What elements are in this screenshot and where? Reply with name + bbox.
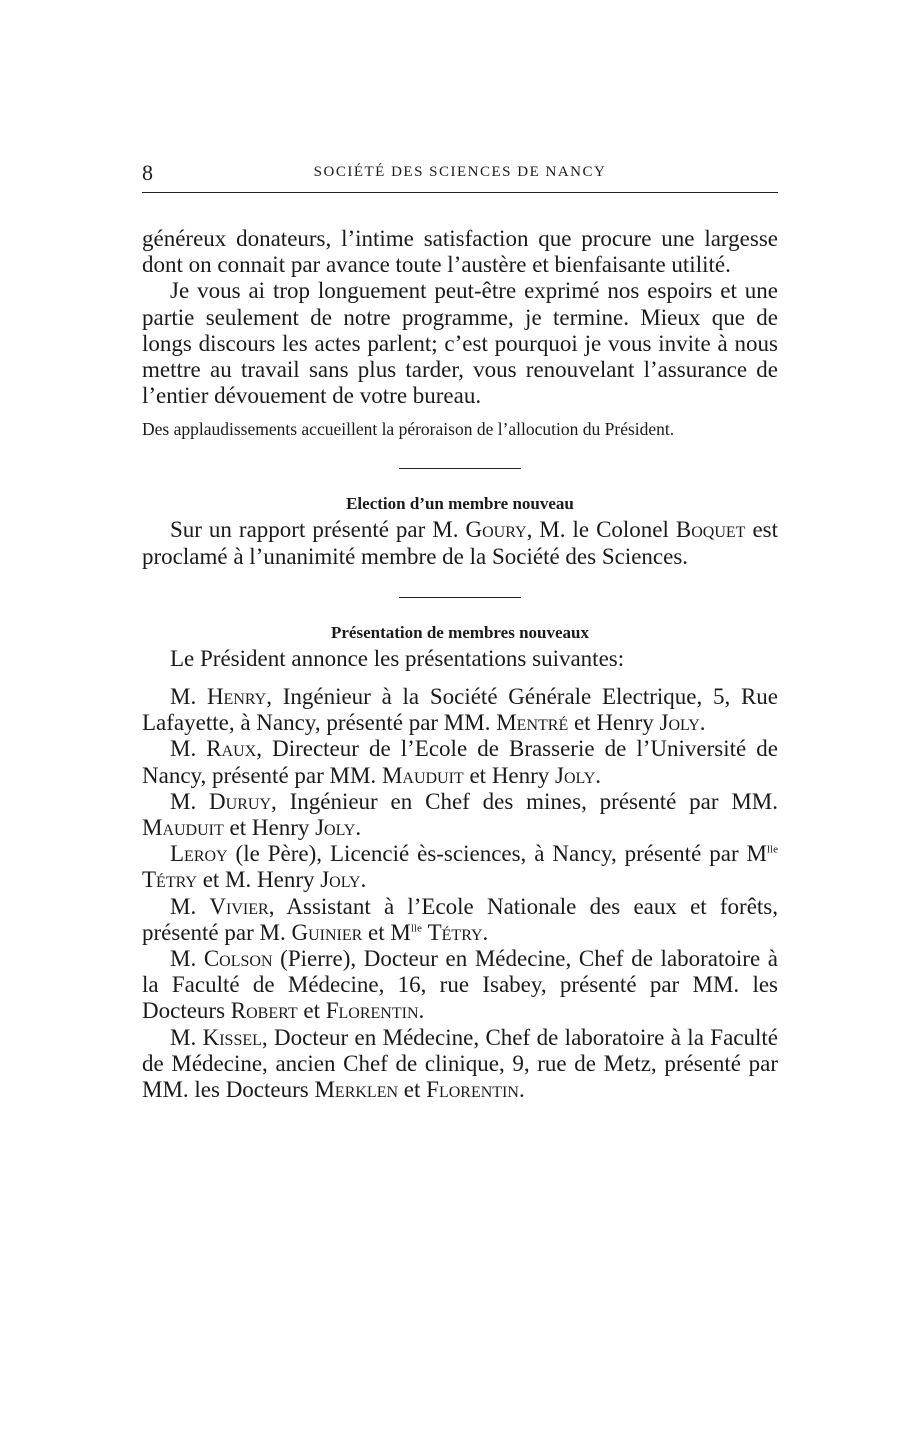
- page-header: [142, 160, 778, 190]
- section-divider: [399, 597, 521, 598]
- paragraph-continuation: généreux donateurs, l’intime satisfaction que procure une largesse dont on connait par avance toute l’austère et bienfaisante utilité.: [142, 226, 778, 278]
- member-entry-duruy: M. Duruy, Ingénieur en Chef des mines, présenté par MM. Mauduit et Henry Joly.: [142, 788, 778, 841]
- member-entry-kissel: M. Kissel, Docteur en Médecine, Chef de laboratoire à la Faculté de Médecine, ancien Chef de clinique, 9, rue de Metz, présenté par MM. les Docteurs Merklen et Florentin.: [142, 1024, 779, 1103]
- presentation-heading: Présentation de membres nouveaux: [331, 622, 589, 642]
- paragraph-closing: Je vous ai trop longuement peut-être exprimé nos espoirs et une partie seulement de notre programme, je termine. Mieux que de longs discours les actes parlent; c’est pourquoi je vous invite à nous mettre au travail sans plus tarder, vous renouvelant l’assurance de l’entier dévouement de votre bureau.: [142, 278, 778, 409]
- election-heading: Election d’un membre nouveau: [346, 494, 574, 514]
- running-title: SOCIÉTÉ DES SCIENCES DE NANCY: [313, 164, 607, 180]
- member-entry-vivier: M. Vivier, Assistant à l’Ecole Nationale des eaux et forêts, présenté par M. Guinier et $M^{lle}$ Tétry.: [142, 893, 779, 945]
- section-divider: [399, 468, 521, 469]
- member-entry-henry: M. Henry, Ingénieur à la Société Générale Electrique, 5, Rue Lafayette, à Nancy, présenté par MM. Mentré et Henry Joly.: [142, 684, 778, 736]
- election-paragraph: Sur un rapport présenté par M. Goury, M. le Colonel Boquet est proclamé à l’unanimité membre de la Société des Sciences.: [142, 517, 778, 569]
- presentation-intro: Le Président annonce les présentations suivantes:: [170, 645, 625, 671]
- member-entry-leroy: Leroy (le Père), Licencié ès-sciences, à Nancy, présenté par $M^{lle}$ Tétry et M. Henry Joly.: [142, 841, 778, 893]
- name-goury: Goury: [465, 517, 527, 543]
- name-boquet: Boquet: [675, 517, 746, 543]
- applause-note: Des applaudissements accueillent la péroraison de l’allocution du Président.: [142, 419, 675, 440]
- header-rule: [142, 192, 778, 193]
- member-entry-colson: M. Colson (Pierre), Docteur en Médecine, Chef de laboratoire à la Faculté de Médecine, 16, rue Isabey, présenté par MM. les Docteurs Robert et Florentin.: [142, 946, 779, 1024]
- page-number: 8: [142, 160, 153, 185]
- member-entry-raux: M. Raux, Directeur de l’Ecole de Brasserie de l’Université de Nancy, présenté par MM. Mauduit et Henry Joly.: [142, 736, 778, 788]
- page-body: [142, 226, 778, 1103]
